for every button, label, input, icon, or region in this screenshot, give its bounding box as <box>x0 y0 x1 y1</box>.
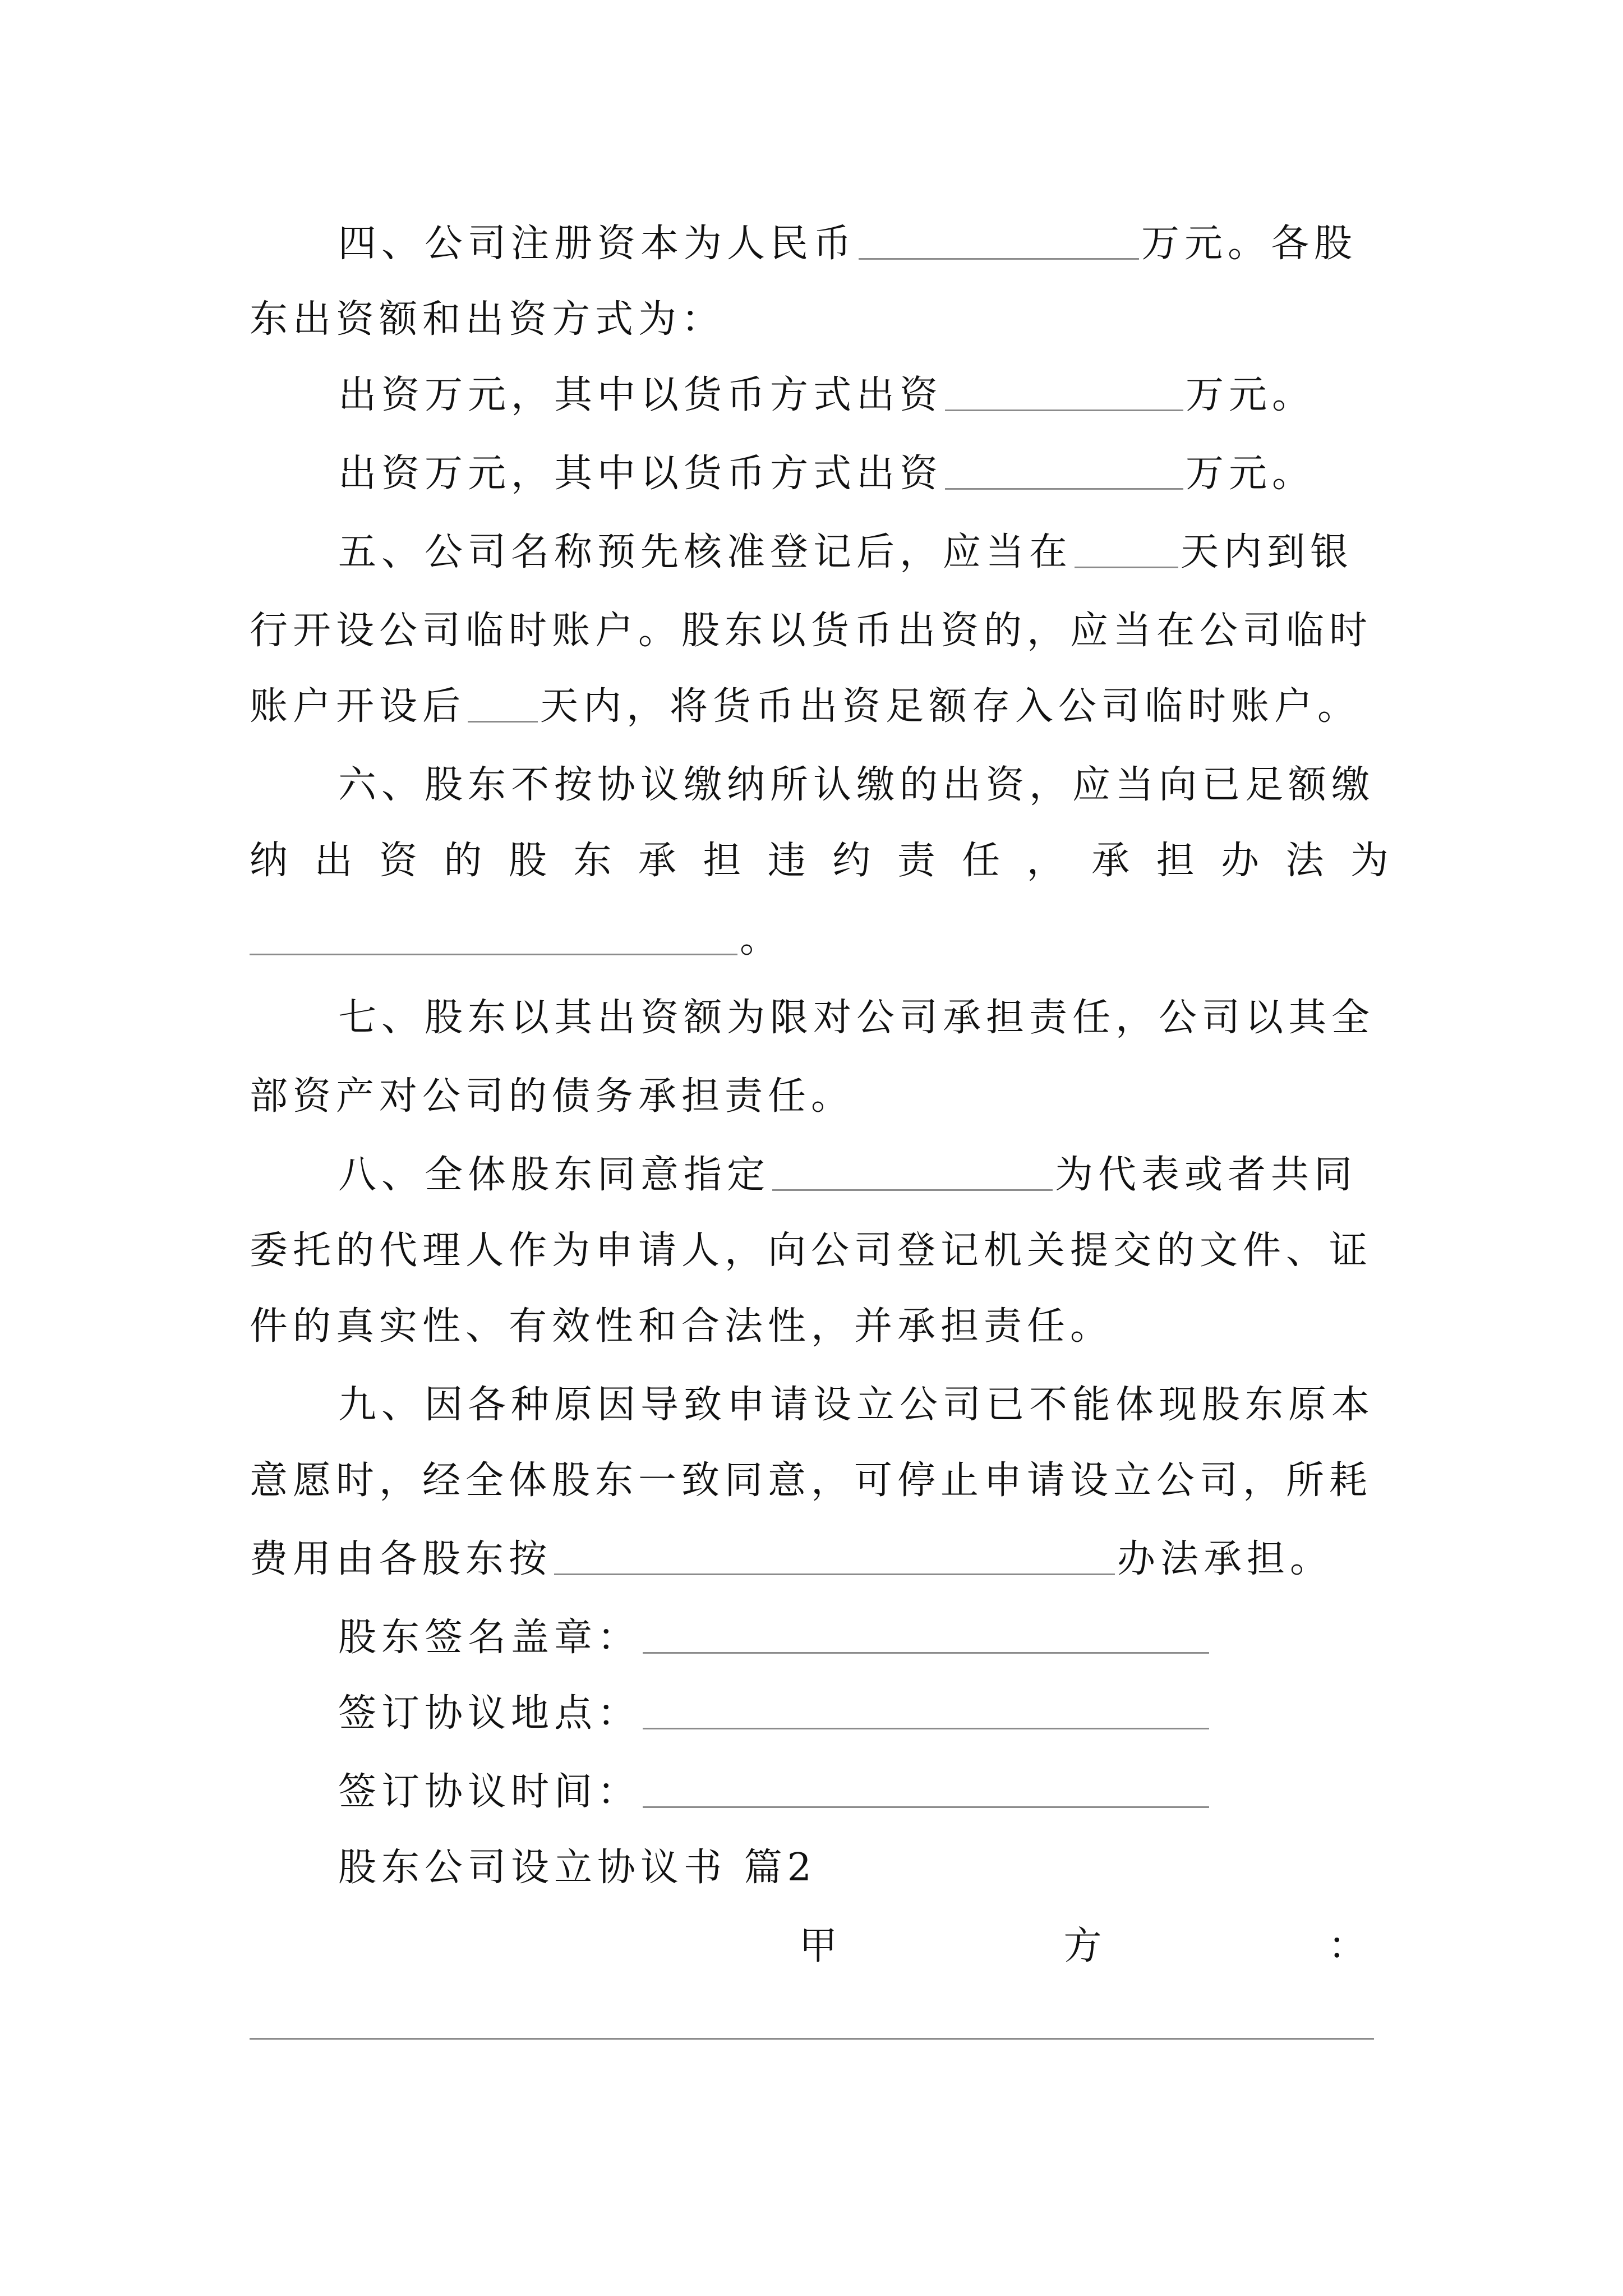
cash-contribution-blank-1 <box>945 372 1183 411</box>
cash-contribution-blank-2 <box>945 451 1183 490</box>
party-a-label: 甲 方 ： <box>799 1924 1371 1968</box>
clause-7-line-2: 部资产对公司的债务承担责任。 <box>250 1074 855 1119</box>
shareholder-signature-label: 股东签名盖章： <box>338 1616 641 1660</box>
signing-place-blank <box>643 1691 1209 1729</box>
signing-place-line <box>338 1674 1394 1753</box>
registered-capital-blank <box>859 221 1139 260</box>
clause-4-line-4: 出资万元，其中以货币方式出资 万元。 <box>338 452 1316 496</box>
signing-time-label: 签订协议时间： <box>338 1770 641 1814</box>
clause-4-text: 四、公司注册资本为人民币 <box>338 222 857 266</box>
days-to-bank-blank <box>1075 530 1178 568</box>
clause-4-line-2: 东出资额和出资方式为： <box>250 297 725 342</box>
clause-8-line-2: 委托的代理人作为申请人，向公司登记机关提交的文件、证 <box>250 1228 1373 1273</box>
clause-6-line-3: 。 <box>250 900 1394 979</box>
party-a-line <box>799 1907 1371 1986</box>
days-to-deposit-blank <box>468 684 538 723</box>
clause-4-line-1: 四、公司注册资本为人民币 万元。各股 <box>338 222 1358 266</box>
clause-5-line-1: 五、公司名称预先核准登记后，应当在 天内到银 <box>338 530 1354 574</box>
signing-time-line <box>338 1753 1394 1832</box>
party-a-blank <box>250 2038 1374 2040</box>
signing-time-blank <box>643 1769 1209 1808</box>
shareholder-signature-line <box>338 1599 1394 1677</box>
signing-place-label: 签订协议地点： <box>338 1691 641 1736</box>
clause-9-line-1: 九、因各种原因导致申请设立公司已不能体现股东原本 <box>338 1383 1375 1427</box>
representative-blank <box>772 1152 1053 1191</box>
cost-sharing-method-blank <box>554 1536 1115 1575</box>
clause-7-line-1: 七、股东以其出资额为限对公司承担责任，公司以其全 <box>338 996 1375 1040</box>
liability-method-blank <box>250 917 737 955</box>
clause-4-line-3: 出资万元，其中以货币方式出资 万元。 <box>338 373 1316 417</box>
clause-5-line-2: 行开设公司临时账户。股东以货币出资的，应当在公司临时 <box>250 609 1373 653</box>
clause-5-line-3: 账户开设后 天内，将货币出资足额存入公司临时账户。 <box>250 684 1361 729</box>
clause-6-line-2: 纳出资的股东承担违约责任，承担办法为 <box>250 839 1394 883</box>
clause-6-line-1: 六、股东不按协议缴纳所认缴的出资，应当向已足额缴 <box>338 763 1375 807</box>
clause-8-line-3: 件的真实性、有效性和合法性，并承担责任。 <box>250 1304 1114 1349</box>
clause-9-line-3: 费用由各股东按 办法承担。 <box>250 1537 1334 1581</box>
section-2-title: 股东公司设立协议书 篇2 <box>338 1846 817 1890</box>
shareholder-signature-blank <box>643 1615 1209 1654</box>
clause-8-line-1: 八、全体股东同意指定 为代表或者共同 <box>338 1153 1358 1197</box>
clause-9-line-2: 意愿时，经全体股东一致同意，可停止申请设立公司，所耗 <box>250 1458 1373 1503</box>
